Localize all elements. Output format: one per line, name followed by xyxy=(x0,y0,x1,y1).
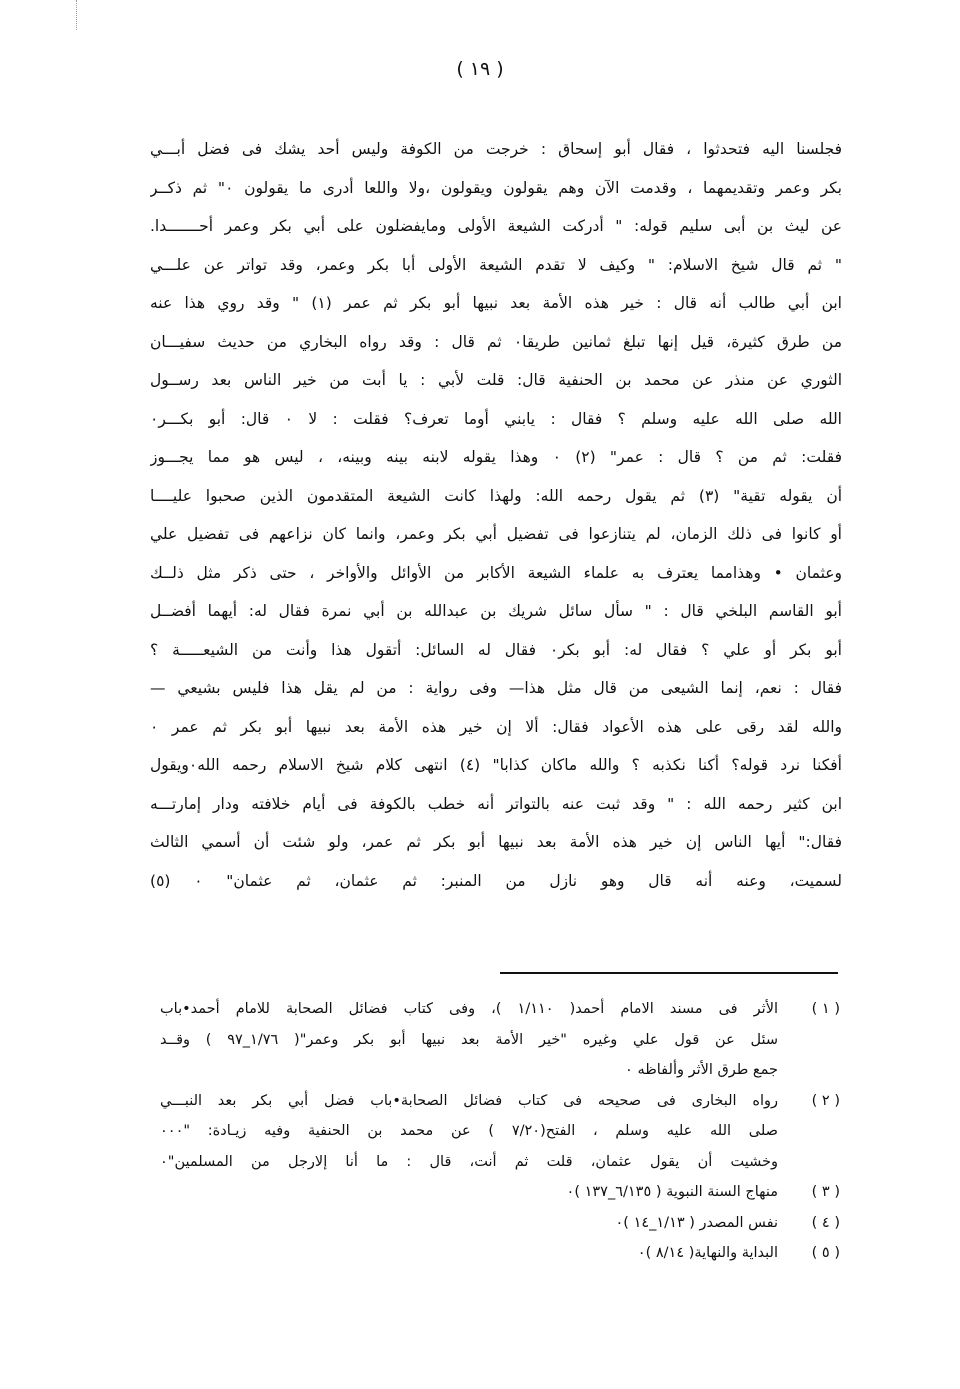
footnote-number-spacer xyxy=(778,1025,840,1056)
footnote-text: سئل عن قول علي وغيره "خير الأمة بعد نبيها أبو بكر وعمر"( ١/٧٦_٩٧ ) وقــد xyxy=(160,1031,778,1048)
footnote-number: ( ٢ ) xyxy=(811,1092,840,1109)
footnote-number: ( ٤ ) xyxy=(811,1214,840,1231)
body-text xyxy=(150,130,842,900)
body-line: فقال:" أيها الناس إن خير هذه الأمة بعد نبيها أبو بكر ثم عمر، ولو شئت أن أسمي الثالث xyxy=(150,833,842,851)
footnote-separator xyxy=(500,972,838,974)
margin-mark xyxy=(76,0,77,30)
body-line: أبو بكر أو علي ؟ فقال له: أبو بكر٠ فقال له السائل: أتقول هذا وأنت من الشيعـــــة ؟ xyxy=(150,640,842,659)
page-number: ( ١٩ ) xyxy=(456,58,504,80)
body-line: من طرق كثيرة، قيل إنها تبلغ ثمانين طريقا٠ ثم قال : وقد رواه البخاري من حديث سفيـــان xyxy=(150,332,842,351)
footnotes xyxy=(160,994,840,1269)
body-line: " ثم قال شيخ الاسلام: " وكيف لا تقدم الشيعة الأولى أبا بكر وعمر، وقد تواتر عن علـــي xyxy=(150,255,842,274)
body-line: فجلسنا اليه فتحدثوا ، فقال أبو إسحاق : خرجت من الكوفة وليس أحد يشك فى فضل أبـــي xyxy=(150,140,842,158)
body-line: والله لقد رقى على هذه الأعواد فقال: ألا إن خير هذه الأمة بعد نبيها أبو بكر ثم عمر ٠ xyxy=(150,717,842,736)
footnote-1 xyxy=(160,994,840,1025)
footnote-number-spacer xyxy=(778,1116,840,1147)
footnote-2-cont xyxy=(160,1116,840,1147)
footnote-number: ( ١ ) xyxy=(811,1001,840,1017)
footnote-text: البداية والنهاية( ٨/١٤ )٠ xyxy=(637,1245,778,1261)
body-line: فقال : نعم، إنما الشيعى من قال مثل هذا— وفى رواية : من لم يقل هذا فليس بشيعي — xyxy=(150,679,842,697)
body-line: الثوري عن منذر عن محمد بن الحنفية قال: قلت لأبي : يا أبت من خير الناس بعد رســول xyxy=(150,371,842,389)
body-line: ابن كثير رحمه الله : " وقد ثبت عنه بالتواتر أنه خطب بالكوفة فى أيام خلافته ودار إمارتـــه xyxy=(150,794,842,813)
footnote-text: جمع طرق الأثر وألفاظه ٠ xyxy=(625,1062,778,1078)
footnote-number: ( ٥ ) xyxy=(811,1245,840,1261)
body-line: وعثمان • وهذامما يعترف به علماء الشيعة الأكابر من الأوائل والأواخر ، حتى ذكر مثل ذلــك xyxy=(150,563,842,582)
body-line: بكر وعمر وتقديمهما ، وقدمت الآن وهم يقولون ويقولون ،ولا واللعا أدرى ما يقولون ٠" ثم ذكــر xyxy=(150,178,842,197)
footnote-text: صلى الله عليه وسلم ، الفتح(٧/٢٠ ) عن محمد بن الحنفية وفيه زيـادة: "٠٠٠ xyxy=(160,1123,778,1139)
footnote-5 xyxy=(160,1238,840,1269)
footnote-1-cont xyxy=(160,1025,840,1056)
footnote-1-cont xyxy=(160,1055,840,1086)
body-line: أبو القاسم البلخي قال : " سأل سائل شريك بن عبدالله بن أبي نمرة فقال له: أيهما أفضــل xyxy=(150,602,842,620)
body-line: عن ليث بن أبى سليم قوله: " أدركت الشيعة الأولى ومايفضلون على أبي بكر وعمر أحـــــــدا. xyxy=(150,217,842,235)
footnote-4 xyxy=(160,1208,840,1239)
body-line: الله صلى الله عليه وسلم ؟ فقال : يابني أوما تعرف؟ فقلت : لا ٠ قال: أبو بكـــر٠ xyxy=(150,409,842,428)
body-line: ابن أبي طالب أنه قال : خير هذه الأمة بعد نبيها أبو بكر ثم عمر (١) " وقد روي هذا عنه xyxy=(150,294,842,312)
footnote-2-cont xyxy=(160,1147,840,1178)
footnote-text: نفس المصدر ( ١/١٣_١٤ )٠ xyxy=(615,1214,778,1231)
body-line: أن يقوله تقية" (٣) ثم يقول رحمه الله: ولهذا كانت الشيعة المتقدمون الذين صحبوا عليــــا xyxy=(150,486,842,505)
footnote-number: ( ٣ ) xyxy=(811,1184,840,1200)
body-line: فقلت: ثم من ؟ قال : عمر" (٢) ٠ وهذا يقوله لابنه بينه وبينه، ، ليس هو مما يجـــوز xyxy=(150,448,842,466)
footnote-3 xyxy=(160,1177,840,1208)
body-line: لسميت، وعنه أنه قال وهو نازل من المنبر: ثم عثمان، ثم عثمان" ٠ (٥) xyxy=(150,871,842,890)
footnote-text: رواه البخارى فى صحيحه فى كتاب فضائل الصحابة•باب فضل أبي بكر بعد النبـــي xyxy=(160,1092,778,1109)
footnote-text: الأثر فى مسند الامام أحمد( ١/١١٠ )، وفى كتاب فضائل الصحابة للامام أحمد•باب xyxy=(160,1001,778,1017)
body-line: أو كانوا فى ذلك الزمان، لم يتنازعوا فى تفضيل أبي بكر وعمر، وانما كان نزاعهم فى تفضيل علي xyxy=(150,525,842,543)
footnote-2 xyxy=(160,1086,840,1117)
footnote-number-spacer xyxy=(778,1055,840,1086)
body-line: أفكنا نرد قوله؟ أكنا نكذبه ؟ والله ماكان كذابا" (٤) انتهى كلام شيخ الاسلام رحمه الله٠ويقول xyxy=(150,756,842,774)
footnote-text: منهاج السنة النبوية ( ٦/١٣٥_١٣٧ )٠ xyxy=(566,1184,778,1200)
footnote-number-spacer xyxy=(778,1147,840,1178)
footnote-text: وخشيت أن يقول عثمان، قلت ثم أنت، قال : ما أنا إلارجل من المسلمين"٠ xyxy=(160,1153,778,1170)
